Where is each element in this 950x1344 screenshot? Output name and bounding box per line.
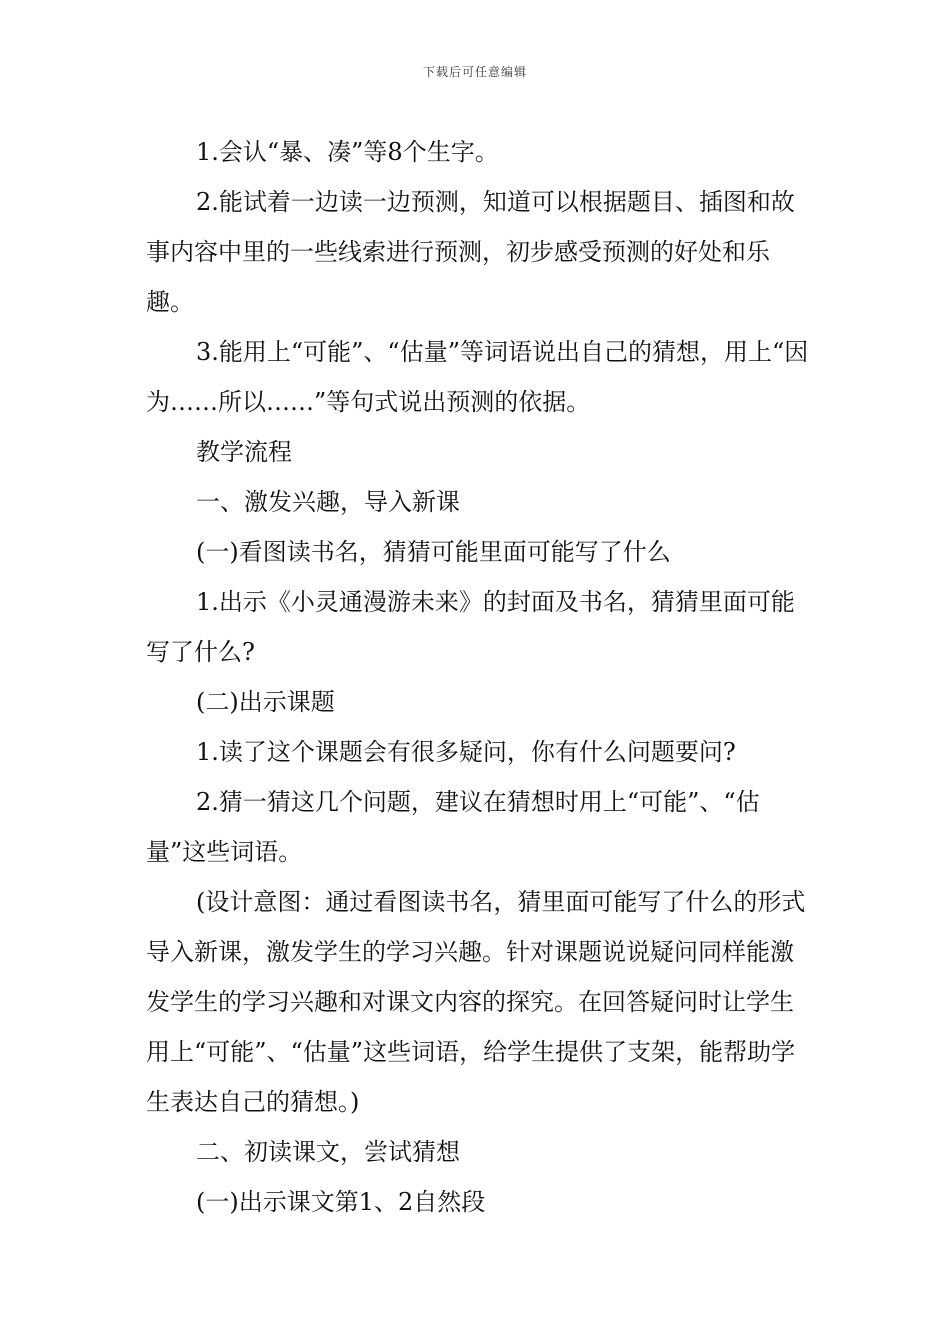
- document-body: [146, 127, 816, 1227]
- paragraph-design-intent: (设计意图：通过看图读书名，猜里面可能写了什么的形式导入新课，激发学生的学习兴趣。针对课题说说疑问同样能激发学生的学习兴趣和对课文内容的探究。在回答疑问时让学生用上“可能”、“估量”这些词语，给学生提供了支架，能帮助学生表达自己的猜想。): [146, 888, 806, 1116]
- heading-teaching-process: 教学流程: [196, 438, 292, 466]
- subheading-1-1: (一)看图读书名，猜猜可能里面可能写了什么: [196, 538, 671, 566]
- paragraph-step-1-2-2: 2.猜一猜这几个问题，建议在猜想时用上“可能”、“估量”这些词语。: [146, 788, 760, 866]
- subheading-2-1: (一)出示课文第1、2自然段: [196, 1188, 486, 1216]
- heading-section-1: 一、激发兴趣，导入新课: [196, 488, 460, 516]
- paragraph-objective-2: 2.能试着一边读一边预测，知道可以根据题目、插图和故事内容中里的一些线索进行预测，初步感受预测的好处和乐趣。: [146, 188, 795, 316]
- paragraph-objective-1: 1.会认“暴、凑”等8个生字。: [196, 138, 499, 166]
- paragraph-step-1-2-1: 1.读了这个课题会有很多疑问，你有什么问题要问?: [196, 738, 736, 766]
- paragraph-step-1-1: 1.出示《小灵通漫游未来》的封面及书名，猜猜里面可能写了什么?: [146, 588, 795, 666]
- heading-section-2: 二、初读课文，尝试猜想: [196, 1138, 460, 1166]
- paragraph-objective-3: 3.能用上“可能”、“估量”等词语说出自己的猜想，用上“因为……所以……”等句式说出预测的依据。: [146, 338, 809, 416]
- subheading-1-2: (二)出示课题: [196, 688, 335, 716]
- page-header: 下载后可任意编辑: [422, 65, 527, 79]
